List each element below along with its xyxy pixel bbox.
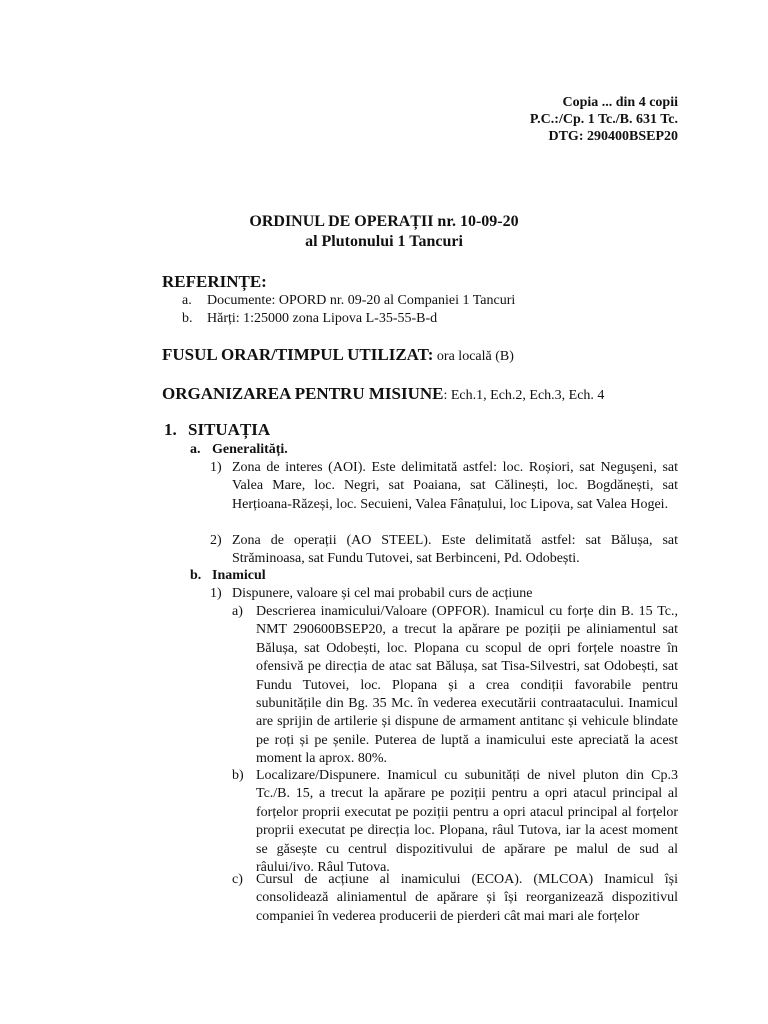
- list-marker: a): [232, 604, 243, 619]
- section-number: 1.: [164, 420, 177, 439]
- subsection-generalitati: [190, 441, 288, 459]
- fusul-heading: FUSUL ORAR/TIMPUL UTILIZAT:: [162, 345, 434, 364]
- list-marker: b): [232, 768, 244, 783]
- fusul-heading-line: [162, 345, 514, 367]
- list-marker: a.: [182, 293, 192, 308]
- list-marker: 1): [210, 586, 222, 601]
- organizarea-value: : Ech.1, Ech.2, Ech.3, Ech. 4: [443, 388, 605, 403]
- organizarea-heading: ORGANIZAREA PENTRU MISIUNE: [162, 384, 444, 403]
- referinte-list: [182, 292, 515, 328]
- zona-interes-text: Zona de interes (AOI). Este delimitată astfel: loc. Roșiori, sat Neguşeni, sat Valea Mare, loc. Negri, sat Poaiana, sat Călinești, loc. Bogdănești, sat Herțioana-Răzeși, loc. Secuieni, Valea Fânațului, loc Lipova, sat Valea Hogei.: [232, 460, 678, 512]
- header-block: [530, 94, 678, 145]
- list-marker: c): [232, 872, 243, 887]
- referinte-item: [182, 292, 515, 310]
- list-marker: 1): [210, 460, 222, 475]
- list-marker: b.: [190, 568, 202, 583]
- dispunere-text: Dispunere, valoare și cel mai probabil curs de acțiune: [232, 586, 533, 601]
- situatia-heading: [164, 420, 270, 440]
- list-marker: b.: [182, 311, 193, 326]
- descrierea-inamicului-text: Descrierea inamicului/Valoare (OPFOR). Inamicul cu forțe din B. 15 Tc., NMT 290600BSEP20, a trecut la apărare pe poziții pe aliniamentul sat Bălușa, sat Odobești, loc. Plopana cu scopul de opri forțele noastre în ofensivă pe direcția de atac sat Bălușa, sat Tisa-Silvestri, sat Odobești, sat Fundu Tutovei, loc. Plopana și a crea condiții favorabile pentru subunitățile din Bg. 35 Mc. în vederea executării contraatacului. Inamicul are sprijin de artilerie și dispune de armament antitanc și vehicule blindate pe roți și pe șenile. Puterea de luptă a inamicului este apreciată la acest moment la aprox. 80%.: [256, 604, 678, 767]
- command-post: P.C.:/Cp. 1 Tc./B. 631 Tc.: [529, 112, 678, 127]
- zona-operatii-text: Zona de operații (AO STEEL). Este delimitată astfel: sat Bălușa, sat Străminoasa, sat Fundu Tutovei, sat Berbinceni, Pd. Odobești.: [232, 533, 678, 567]
- document-title: [0, 212, 768, 252]
- copy-number: Copia ... din 4 copii: [562, 95, 678, 110]
- fusul-value: ora locală (B): [433, 349, 514, 364]
- localizare-text: Localizare/Dispunere. Inamicul cu subunități de nivel pluton din Cp.3 Tc./B. 15, a trecut la apărare pe poziții pentru a opri atacul principal al forțelor proprii executat pe poziții pentru a opri atacul principal al forțelor proprii executat pe direcția loc. Plopana, râul Tutova, iar la acest moment se găsește cu centrul dispozitivului de apărare pe malul de sud al râului/ivo. Râul Tutova.: [256, 768, 678, 876]
- list-marker: a.: [190, 442, 201, 457]
- dtg: DTG: 290400BSEP20: [548, 129, 678, 144]
- subsection-title: Generalități.: [212, 442, 288, 457]
- subsection-inamicul: [190, 567, 266, 585]
- referinte-item: [182, 310, 515, 328]
- organizarea-heading-line: [162, 384, 604, 406]
- subsection-title: Inamicul: [212, 568, 266, 583]
- title-line-2: al Plutonului 1 Tancuri: [305, 233, 463, 250]
- referinte-heading: REFERINȚE:: [162, 272, 267, 291]
- list-marker: 2): [210, 533, 222, 548]
- cursul-actiune-text: Cursul de acțiune al inamicului (ECOA). (MLCOA) Inamicul își consolidează aliniamentul de apărare și își reorganizează dispozitivul companiei în vederea producerii de pierderi cât mai mari ale forțelor: [256, 872, 678, 924]
- referinte-text: Documente: OPORD nr. 09-20 al Companiei 1 Tancuri: [207, 293, 516, 308]
- referinte-text: Hărți: 1:25000 zona Lipova L-35-55-B-d: [207, 311, 438, 326]
- title-line-1: ORDINUL DE OPERAȚII nr. 10-09-20: [249, 213, 519, 230]
- section-title: SITUAȚIA: [188, 420, 271, 439]
